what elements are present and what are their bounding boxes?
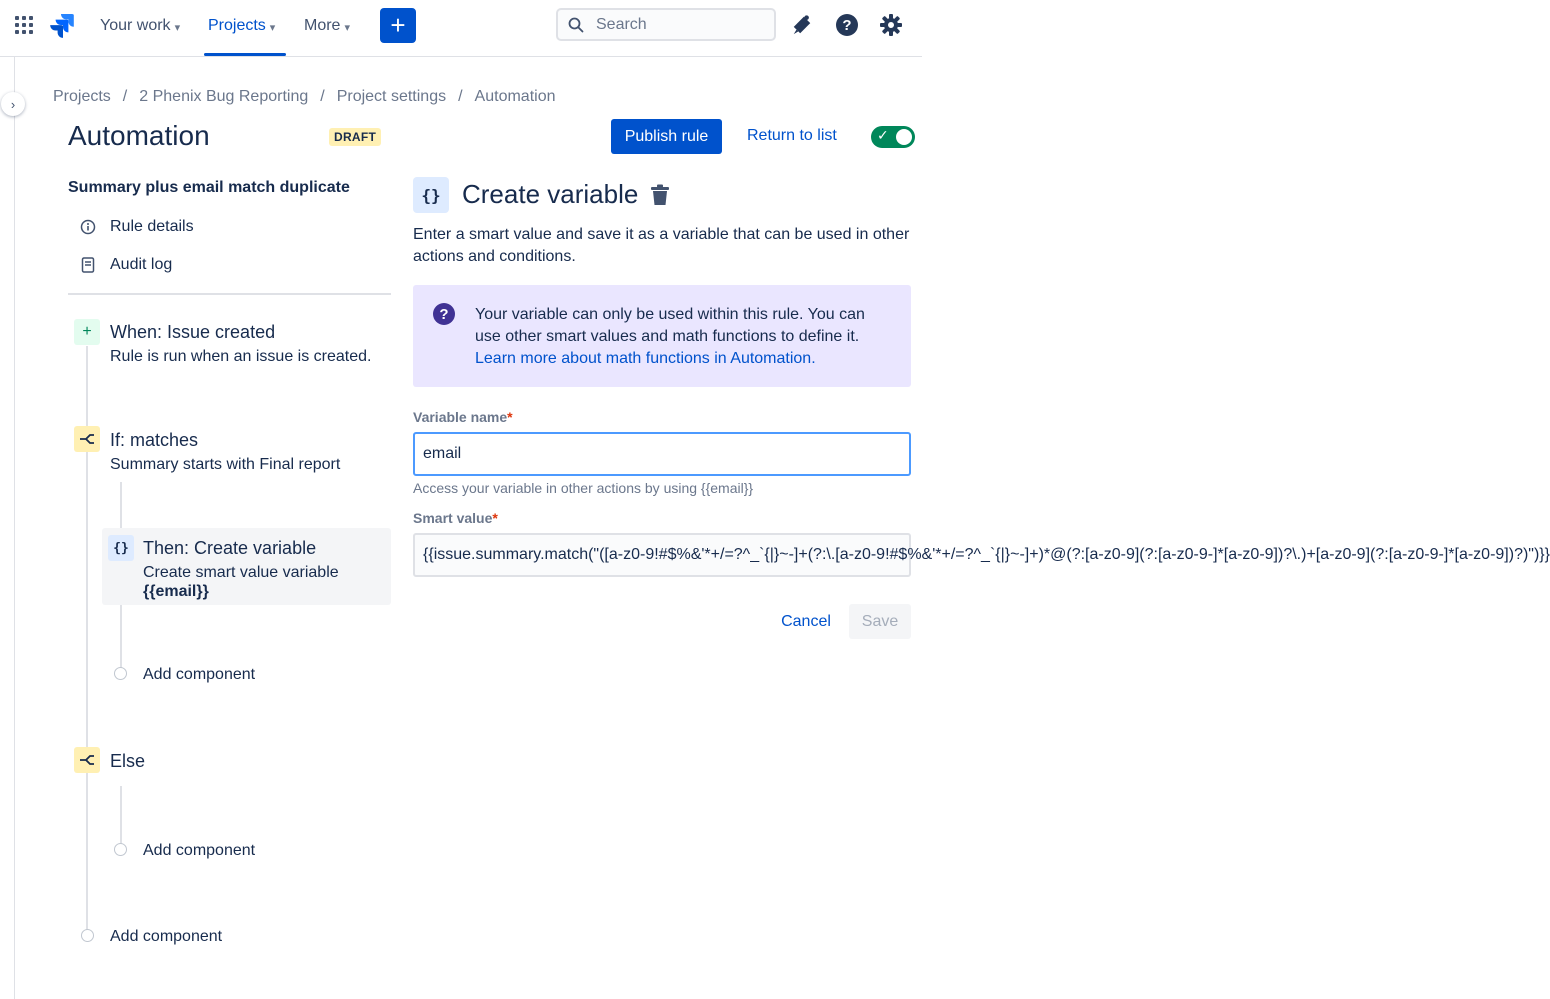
- required-marker: *: [492, 510, 498, 526]
- math-functions-link[interactable]: Learn more about math functions in Automation.: [475, 350, 816, 367]
- chevron-down-icon: ▾: [344, 21, 350, 34]
- variable-name-input[interactable]: [413, 432, 911, 476]
- rule-name: Summary plus email match duplicate: [68, 179, 350, 196]
- search-box[interactable]: [556, 8, 776, 41]
- info-icon: [80, 219, 96, 235]
- nav-your-work-label: Your work: [100, 17, 171, 34]
- action-variable: {{email}}: [143, 583, 209, 600]
- breadcrumb-separator: /: [320, 88, 325, 105]
- app-switcher-icon[interactable]: [14, 15, 34, 35]
- info-message: [475, 304, 895, 370]
- variable-name-label-text: Variable name: [413, 409, 508, 425]
- create-button[interactable]: [380, 8, 416, 43]
- nav-more[interactable]: [304, 0, 350, 52]
- rule-details-link[interactable]: [80, 218, 194, 236]
- branch-connector-line: [120, 786, 122, 844]
- expand-sidebar-button[interactable]: [1, 92, 25, 116]
- document-icon: [80, 257, 96, 273]
- audit-log-label: Audit log: [110, 256, 173, 273]
- megaphone-icon: [791, 14, 813, 36]
- search-icon: [568, 17, 584, 33]
- chevron-down-icon: ▾: [174, 21, 181, 34]
- nav-active-indicator: [204, 53, 286, 56]
- branch-icon: [74, 426, 100, 452]
- add-component-button[interactable]: Add component: [110, 928, 223, 945]
- required-marker: *: [507, 409, 513, 425]
- rule-enabled-toggle[interactable]: [871, 126, 915, 148]
- trash-icon[interactable]: [650, 184, 670, 206]
- jira-logo-icon[interactable]: [50, 13, 74, 39]
- rule-details-label: Rule details: [110, 218, 194, 235]
- svg-text:?: ?: [842, 17, 852, 34]
- sidebar-rail: [0, 57, 15, 999]
- divider: [68, 293, 391, 295]
- nav-projects[interactable]: [208, 0, 275, 52]
- notifications-button[interactable]: [789, 12, 815, 38]
- add-component-button[interactable]: Add component: [143, 842, 256, 859]
- breadcrumb-projects[interactable]: Projects: [53, 88, 111, 105]
- variable-name-value: email: [423, 445, 462, 462]
- info-message-text: Your variable can only be used within this rule. You can use other smart values and math functions to define it.: [475, 306, 865, 345]
- else-title[interactable]: Else: [110, 751, 146, 771]
- curly-braces-icon: {}: [108, 535, 134, 561]
- save-button[interactable]: Save: [849, 604, 911, 639]
- return-to-list-link[interactable]: Return to list: [747, 127, 837, 144]
- publish-rule-button[interactable]: Publish rule: [611, 119, 722, 154]
- smart-value-text: {{issue.summary.match("([a-z0-9!#$%&'*+/=?^_`{|}~-]+(?:\.[a-z0-9!#$%&'*+/=?^_`{|}~-]+)*@(?:[a-z0-9](?:[a-z0-9-]*[a-z0-9])?\.)+[a-z0-9](?:[a-z0-9-]*[a-z0-9])?)")}}: [423, 546, 1550, 563]
- chevron-down-icon: ▾: [269, 21, 276, 34]
- audit-log-link[interactable]: [80, 256, 172, 274]
- page-title: Automation: [68, 120, 210, 151]
- breadcrumb-separator: /: [122, 88, 128, 105]
- help-button[interactable]: [834, 12, 860, 38]
- question-icon: ?: [433, 303, 455, 325]
- help-icon: [835, 13, 859, 37]
- trigger-description: Rule is run when an issue is created.: [110, 348, 372, 365]
- smart-value-label-text: Smart value: [413, 510, 493, 526]
- plus-icon: +: [74, 319, 100, 345]
- breadcrumb-project-settings[interactable]: Project settings: [336, 88, 447, 105]
- breadcrumb: [53, 88, 555, 106]
- breadcrumb-project[interactable]: 2 Phenix Bug Reporting: [139, 88, 309, 105]
- nav-more-label: More: [304, 17, 341, 34]
- panel-title: Create variable: [462, 179, 639, 209]
- smart-value-label: [413, 510, 498, 526]
- add-component-dot: [114, 843, 127, 856]
- cancel-button[interactable]: Cancel: [781, 612, 831, 630]
- nav-projects-label: Projects: [208, 17, 266, 34]
- add-component-dot: [114, 667, 127, 680]
- panel-description: Enter a smart value and save it as a variable that can be used in other actions and conditions.: [413, 226, 910, 265]
- condition-description: Summary starts with Final report: [110, 456, 341, 473]
- action-description: Create smart value variable: [143, 564, 339, 581]
- chevron-right-icon: ›: [10, 96, 16, 112]
- toggle-knob: [896, 129, 912, 145]
- plus-icon: +: [390, 10, 406, 40]
- curly-braces-icon: {}: [413, 177, 449, 213]
- status-badge: DRAFT: [329, 128, 381, 146]
- breadcrumb-separator: /: [458, 88, 463, 105]
- action-title[interactable]: Then: Create variable: [143, 538, 317, 558]
- search-input[interactable]: [594, 15, 768, 35]
- branch-icon: [74, 747, 100, 773]
- add-component-button[interactable]: Add component: [143, 666, 256, 683]
- add-component-dot: [81, 929, 94, 942]
- check-icon: ✓: [877, 127, 889, 143]
- settings-button[interactable]: [878, 12, 904, 38]
- trigger-title[interactable]: When: Issue created: [110, 322, 276, 342]
- variable-name-label: [413, 409, 513, 425]
- nav-your-work[interactable]: [100, 0, 180, 52]
- gear-icon: [879, 13, 903, 37]
- variable-helper-text: Access your variable in other actions by using {{email}}: [413, 480, 754, 496]
- smart-value-input[interactable]: [413, 533, 1550, 577]
- condition-title[interactable]: If: matches: [110, 430, 199, 450]
- breadcrumb-automation[interactable]: Automation: [474, 88, 556, 105]
- top-navigation: [0, 0, 922, 57]
